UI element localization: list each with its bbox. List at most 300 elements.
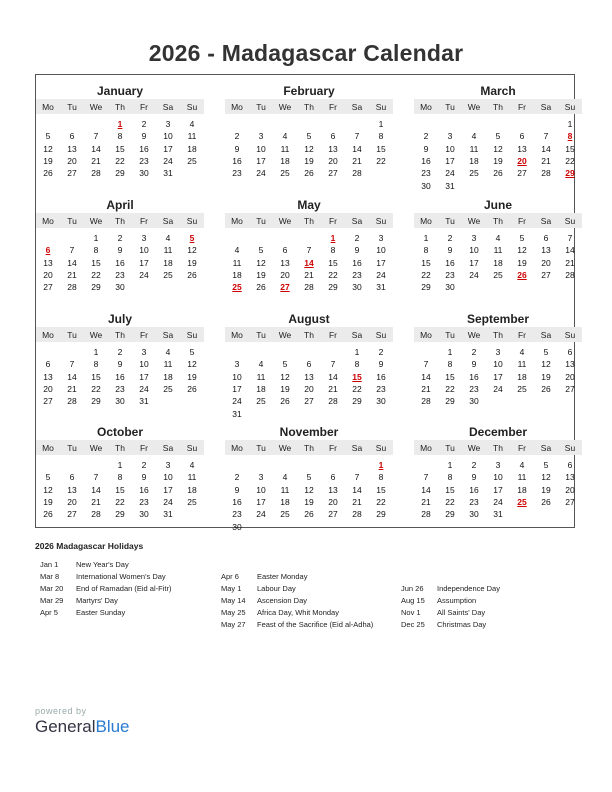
calendar-day: 6 [330, 131, 336, 142]
weekday-label: We [278, 216, 292, 226]
calendar-day: 10 [163, 131, 173, 142]
calendar-day: 14 [541, 143, 551, 154]
calendar-day: 11 [280, 484, 290, 495]
calendar-day: 14 [352, 143, 362, 154]
calendar-day: 24 [139, 383, 149, 394]
calendar-day: 7 [69, 359, 75, 370]
calendar-day: 31 [163, 509, 173, 520]
weekday-label: Fr [139, 216, 149, 226]
calendar-day: 31 [232, 408, 242, 419]
calendar-day: 4 [519, 460, 525, 470]
holiday-date-label: Nov 1 [401, 608, 421, 617]
calendar-day: 8 [330, 245, 336, 256]
calendar-day: 26 [280, 396, 290, 407]
calendar-day: 1 [447, 460, 453, 470]
calendar-day: 4 [258, 359, 264, 370]
calendar-day: 25 [517, 383, 527, 394]
calendar-day: 17 [469, 257, 479, 268]
calendar-day: 21 [304, 269, 314, 280]
calendar-day: 17 [163, 143, 173, 154]
month-name: February [283, 84, 335, 98]
calendar-day: 16 [139, 143, 149, 154]
calendar-day: 21 [421, 496, 431, 507]
month-name: July [107, 312, 132, 326]
calendar-day: 13 [541, 245, 551, 256]
month-may [225, 189, 393, 302]
month-december [414, 416, 582, 529]
calendar-day: 22 [91, 269, 101, 280]
weekday-label: Th [493, 102, 503, 112]
calendar-day: 8 [117, 472, 123, 483]
weekday-label: Su [186, 216, 198, 226]
calendar-day: 23 [469, 383, 479, 394]
holiday-name: Christmas Day [437, 620, 487, 629]
calendar-day: 26 [541, 383, 551, 394]
weekday-label: Mo [42, 330, 54, 340]
calendar-day: 20 [328, 496, 338, 507]
holiday-name: Assumption [437, 596, 477, 605]
weekday-label: Fr [328, 443, 338, 453]
weekday-header [36, 440, 204, 455]
calendar-day: 15 [115, 484, 125, 495]
calendar-day: 27 [67, 509, 77, 520]
calendar-day: 19 [280, 383, 290, 394]
calendar-day: 16 [421, 155, 431, 166]
calendar-day: 12 [541, 472, 551, 483]
calendar-day: 19 [304, 496, 314, 507]
calendar-day: 23 [115, 383, 125, 394]
weekday-label: Mo [420, 102, 432, 112]
month-name: May [297, 198, 321, 212]
calendar-day: 11 [232, 257, 242, 268]
month-february [225, 75, 393, 188]
calendar-day: 28 [421, 509, 431, 520]
calendar-day: 25 [187, 155, 197, 166]
calendar-day: 9 [471, 359, 477, 370]
weekday-label: Sa [540, 102, 552, 112]
calendar-day: 10 [256, 484, 266, 495]
calendar-day: 13 [43, 257, 53, 268]
weekday-label: We [278, 330, 292, 340]
calendar-day: 2 [447, 233, 453, 243]
weekday-label: We [89, 216, 103, 226]
weekday-label: Th [304, 102, 314, 112]
holiday-date-label: Aug 15 [401, 596, 425, 605]
weekday-label: Sa [162, 443, 174, 453]
holiday-name: End of Ramadan (Eid al-Fitr) [76, 584, 172, 593]
weekday-label: Th [304, 443, 314, 453]
weekday-header [225, 440, 393, 455]
calendar-day: 3 [258, 472, 264, 483]
calendar-day: 22 [328, 269, 338, 280]
month-january [36, 75, 204, 188]
weekday-label: Sa [540, 330, 552, 340]
calendar-day: 22 [565, 155, 575, 166]
weekday-label: We [89, 330, 103, 340]
calendar-day: 30 [115, 396, 125, 407]
calendar-day: 8 [378, 131, 384, 142]
calendar-day: 7 [354, 131, 360, 142]
calendar-day: 9 [234, 484, 240, 495]
calendar-day: 10 [445, 143, 455, 154]
calendar-day: 27 [67, 168, 77, 179]
calendar-day: 19 [541, 371, 551, 382]
holiday-date-label: Apr 5 [40, 608, 58, 617]
calendar-day: 28 [421, 396, 431, 407]
calendar-day: 28 [352, 509, 362, 520]
weekday-label: Sa [540, 216, 552, 226]
weekday-header [36, 213, 204, 228]
calendar-day: 19 [187, 257, 197, 268]
holiday-date: 15 [352, 371, 362, 382]
calendar-day: 9 [141, 472, 147, 483]
calendar-day: 18 [163, 371, 173, 382]
calendar-day: 18 [517, 484, 527, 495]
calendar-day: 9 [117, 245, 123, 256]
calendar-day: 1 [423, 233, 429, 243]
weekday-header [225, 213, 393, 228]
holiday-date-label: May 1 [221, 584, 242, 593]
holiday-date-label: Jan 1 [40, 560, 59, 569]
calendar-day: 7 [543, 131, 549, 142]
calendar-day: 21 [352, 155, 362, 166]
weekday-label: Th [115, 443, 125, 453]
calendar-day: 3 [495, 460, 501, 470]
calendar-day: 29 [445, 509, 455, 520]
month-october [36, 416, 204, 529]
calendar-day: 4 [165, 233, 171, 243]
calendar-day: 19 [541, 484, 551, 495]
calendar-day: 4 [165, 347, 171, 357]
calendar-day: 27 [43, 396, 53, 407]
calendar-day: 17 [256, 496, 266, 507]
weekday-label: Su [186, 102, 198, 112]
calendar-day: 26 [304, 509, 314, 520]
calendar-day: 8 [93, 245, 99, 256]
calendar-day: 11 [493, 245, 503, 256]
calendar-day: 11 [517, 472, 527, 483]
calendar-day: 23 [139, 155, 149, 166]
calendar-day: 3 [234, 359, 240, 370]
calendar-day: 4 [471, 131, 477, 142]
calendar-day: 7 [69, 245, 75, 256]
calendar-day: 6 [330, 472, 336, 483]
calendar-day: 26 [187, 269, 197, 280]
calendar-day: 13 [517, 143, 527, 154]
calendar-day: 4 [495, 233, 501, 243]
weekday-label: Sa [162, 216, 174, 226]
weekday-label: We [278, 443, 292, 453]
calendar-day: 29 [328, 282, 338, 293]
calendar-day: 19 [493, 155, 503, 166]
weekday-label: Su [375, 216, 387, 226]
calendar-day: 12 [304, 484, 314, 495]
weekday-header [414, 327, 582, 342]
calendar-day: 16 [376, 371, 386, 382]
calendar-day: 15 [115, 143, 125, 154]
calendar-day: 20 [304, 383, 314, 394]
brand-logo[interactable] [35, 706, 130, 737]
weekday-label: Sa [351, 330, 363, 340]
calendar-day: 10 [493, 359, 503, 370]
calendar-day: 20 [565, 371, 575, 382]
weekday-label: Tu [445, 216, 455, 226]
weekday-label: Fr [328, 330, 338, 340]
calendar-day: 26 [187, 383, 197, 394]
weekday-label: Su [375, 102, 387, 112]
calendar-day: 30 [469, 396, 479, 407]
weekday-label: Mo [420, 330, 432, 340]
calendar-day: 7 [423, 472, 429, 483]
calendar-day: 4 [282, 472, 288, 483]
month-november [225, 416, 393, 532]
calendar-day: 3 [447, 131, 453, 142]
calendar-day: 9 [141, 131, 147, 142]
calendar-day: 21 [328, 383, 338, 394]
calendar-day: 9 [447, 245, 453, 256]
calendar-day: 8 [447, 472, 453, 483]
calendar-day: 24 [376, 269, 386, 280]
calendar-day: 31 [376, 282, 386, 293]
holiday-date: 14 [304, 257, 314, 268]
weekday-label: Tu [256, 102, 266, 112]
calendar-day: 17 [139, 371, 149, 382]
weekday-header [414, 213, 582, 228]
calendar-day: 6 [306, 359, 312, 370]
weekday-label: Th [115, 216, 125, 226]
calendar-day: 23 [232, 168, 242, 179]
calendar-day: 12 [43, 143, 53, 154]
weekday-label: Th [304, 216, 314, 226]
holiday-name: Africa Day, Whit Monday [257, 608, 339, 617]
calendar-day: 7 [93, 472, 99, 483]
weekday-label: Tu [256, 216, 266, 226]
calendar-day: 4 [189, 460, 195, 470]
month-name: September [466, 312, 530, 326]
calendar-day: 16 [469, 484, 479, 495]
calendar-day: 11 [187, 131, 197, 142]
calendar-day: 24 [232, 396, 242, 407]
calendar-day: 7 [93, 131, 99, 142]
calendar-day: 4 [519, 347, 525, 357]
holiday-date-label: Mar 29 [40, 596, 64, 605]
calendar-day: 15 [91, 257, 101, 268]
calendar-day: 2 [354, 233, 360, 243]
brand-name-general: General [35, 717, 96, 736]
calendar-day: 5 [258, 245, 264, 256]
calendar-day: 21 [91, 155, 101, 166]
calendar-day: 13 [565, 359, 575, 370]
calendar-day: 28 [67, 282, 77, 293]
calendar-day: 14 [421, 371, 431, 382]
calendar-day: 7 [330, 359, 336, 370]
weekday-header [414, 440, 582, 455]
weekday-label: Mo [42, 102, 54, 112]
holidays-title: 2026 Madagascar Holidays [35, 541, 144, 551]
calendar-day: 23 [376, 383, 386, 394]
holiday-name: International Women's Day [76, 572, 166, 581]
brand-name-blue: Blue [95, 717, 130, 736]
holiday-date-label: May 25 [221, 608, 246, 617]
weekday-label: Tu [445, 443, 455, 453]
month-name: June [483, 198, 512, 212]
calendar-day: 27 [43, 282, 53, 293]
month-september [414, 303, 582, 416]
weekday-label: Sa [351, 216, 363, 226]
weekday-label: Mo [231, 443, 243, 453]
calendar-day: 28 [565, 269, 575, 280]
calendar-day: 18 [280, 496, 290, 507]
calendar-day: 1 [93, 347, 99, 357]
calendar-day: 22 [352, 383, 362, 394]
weekday-label: Mo [231, 102, 243, 112]
calendar-day: 5 [45, 131, 51, 142]
calendar-day: 10 [256, 143, 266, 154]
calendar-day: 6 [519, 131, 525, 142]
calendar-day: 13 [67, 143, 77, 154]
weekday-label: Mo [231, 216, 243, 226]
calendar-day: 31 [493, 509, 503, 520]
weekday-label: Mo [420, 443, 432, 453]
holiday-name: Labour Day [257, 584, 296, 593]
calendar-day: 30 [139, 168, 149, 179]
calendar-day: 7 [423, 359, 429, 370]
calendar-day: 14 [421, 484, 431, 495]
calendar-day: 11 [187, 472, 197, 483]
calendar-day: 14 [91, 143, 101, 154]
calendar-day: 2 [378, 347, 384, 357]
calendar-day: 25 [493, 269, 503, 280]
calendar-day: 17 [493, 371, 503, 382]
calendar-day: 21 [352, 496, 362, 507]
calendar-day: 15 [376, 484, 386, 495]
calendar-day: 14 [67, 371, 77, 382]
calendar-day: 5 [306, 472, 312, 483]
calendar-day: 27 [565, 496, 575, 507]
weekday-label: Fr [517, 443, 527, 453]
calendar-day: 21 [67, 269, 77, 280]
calendar-day: 6 [282, 245, 288, 256]
month-march [414, 75, 582, 191]
calendar-day: 15 [328, 257, 338, 268]
calendar-day: 22 [115, 155, 125, 166]
calendar-day: 13 [43, 371, 53, 382]
calendar-day: 30 [115, 282, 125, 293]
month-name: November [279, 425, 339, 439]
calendar-day: 28 [352, 168, 362, 179]
weekday-label: We [89, 102, 103, 112]
calendar-day: 10 [139, 359, 149, 370]
weekday-label: Tu [256, 330, 266, 340]
month-april [36, 189, 204, 302]
calendar-day: 23 [469, 496, 479, 507]
weekday-label: Su [375, 330, 387, 340]
calendar-day: 27 [304, 396, 314, 407]
holiday-date: 26 [517, 269, 527, 280]
calendar-day: 8 [117, 131, 123, 142]
calendar-day: 16 [232, 496, 242, 507]
weekday-label: Th [493, 443, 503, 453]
calendar-day: 2 [423, 131, 429, 142]
calendar-day: 29 [376, 509, 386, 520]
calendar-day: 16 [445, 257, 455, 268]
calendar-day: 11 [163, 359, 173, 370]
weekday-label: Su [564, 102, 576, 112]
weekday-label: We [467, 216, 481, 226]
calendar-day: 30 [352, 282, 362, 293]
calendar-day: 19 [256, 269, 266, 280]
calendar-day: 1 [117, 460, 123, 470]
holiday-date-label: May 14 [221, 596, 246, 605]
calendar-day: 16 [232, 155, 242, 166]
weekday-label: We [467, 102, 481, 112]
calendar-day: 9 [471, 472, 477, 483]
holiday-date-label: May 27 [221, 620, 246, 629]
calendar-day: 16 [469, 371, 479, 382]
calendar-day: 6 [567, 460, 573, 470]
weekday-header [225, 327, 393, 342]
calendar-day: 31 [163, 168, 173, 179]
calendar-day: 3 [165, 119, 171, 129]
calendar-day: 11 [256, 371, 266, 382]
calendar-day: 23 [352, 269, 362, 280]
calendar-day: 2 [117, 347, 123, 357]
calendar-day: 6 [69, 131, 75, 142]
weekday-label: Sa [162, 330, 174, 340]
calendar-day: 30 [376, 396, 386, 407]
calendar-day: 12 [256, 257, 266, 268]
holiday-date-label: Apr 6 [221, 572, 239, 581]
calendar-day: 13 [67, 484, 77, 495]
weekday-label: Tu [445, 102, 455, 112]
calendar-day: 26 [493, 168, 503, 179]
calendar-day: 7 [354, 472, 360, 483]
holiday-name: Feast of the Sacrifice (Eid al-Adha) [257, 620, 374, 629]
calendar-day: 15 [445, 484, 455, 495]
calendar-day: 29 [91, 396, 101, 407]
weekday-label: Th [304, 330, 314, 340]
month-name: January [96, 84, 144, 98]
weekday-label: Fr [517, 330, 527, 340]
weekday-label: Mo [231, 330, 243, 340]
calendar-day: 18 [256, 383, 266, 394]
weekday-label: Tu [67, 330, 77, 340]
calendar-day: 30 [421, 180, 431, 191]
calendar-day: 26 [541, 496, 551, 507]
calendar-day: 31 [445, 180, 455, 191]
calendar-day: 19 [43, 496, 53, 507]
calendar-day: 5 [495, 131, 501, 142]
calendar-day: 2 [117, 233, 123, 243]
calendar-day: 24 [139, 269, 149, 280]
calendar-day: 1 [567, 119, 573, 129]
weekday-label: We [278, 102, 292, 112]
calendar-day: 18 [163, 257, 173, 268]
calendar-day: 20 [541, 257, 551, 268]
calendar-day: 4 [234, 245, 240, 256]
weekday-label: Su [375, 443, 387, 453]
holiday-name: Easter Monday [257, 572, 308, 581]
calendar-day: 24 [445, 168, 455, 179]
calendar-day: 1 [354, 347, 360, 357]
calendar-day: 8 [354, 359, 360, 370]
weekday-label: Sa [351, 443, 363, 453]
calendar-day: 31 [139, 396, 149, 407]
calendar-day: 12 [43, 484, 53, 495]
calendar-day: 2 [471, 460, 477, 470]
calendar-day: 2 [141, 119, 147, 129]
calendar-day: 13 [328, 484, 338, 495]
